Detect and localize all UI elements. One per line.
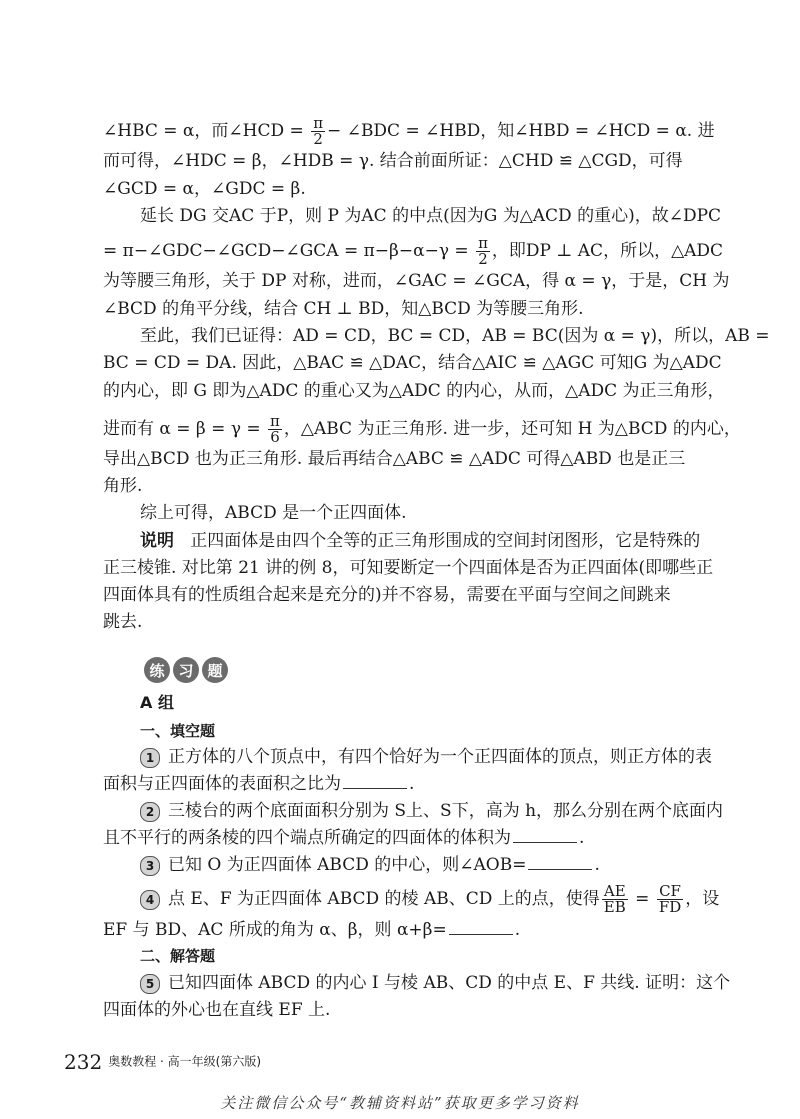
page-number: 232 [64, 1050, 103, 1074]
question-text: 正方体的八个顶点中，有四个恰好为一个正四面体的顶点，则正方体的表 [168, 747, 712, 767]
question-number-4: 4 [140, 890, 160, 910]
question-text: 已知四面体 ABCD 的内心 I 与棱 AB、CD 的中点 E、F 共线. 证明：这个 [168, 973, 731, 993]
question-number-3: 3 [140, 856, 160, 876]
question-number-5: 5 [140, 974, 160, 994]
question-5-line-1 [140, 973, 730, 994]
fraction-denominator: EB [603, 898, 626, 916]
proof-line-4: 延长 DG 交AC 于P，则 P 为AC 的中点(因为G 为△ACD 的重心)，故∠DPC [140, 206, 722, 226]
equals-sign: = [629, 889, 655, 909]
fraction-numerator: AE [602, 884, 628, 900]
question-1-line-1 [140, 747, 730, 768]
question-1-line-2: 面积与正四面体的表面积之比为 . [103, 774, 415, 794]
group-label: A 组 [140, 693, 174, 712]
question-3-line-1: 3 已知 O 为正四面体 ABCD 的中心，则∠AOB= . [140, 855, 730, 876]
question-number-2: 2 [140, 802, 160, 822]
section-solve: 二、解答题 [140, 947, 216, 965]
fraction-denominator: 2 [313, 130, 323, 148]
note-text: 正四面体是由四个全等的正三角形围成的空间封闭图形，它是特殊的 [190, 531, 701, 551]
note-line-4: 跳去. [103, 612, 143, 632]
fraction-denominator: 2 [478, 250, 488, 268]
fraction-numerator: π [313, 114, 324, 132]
fraction [268, 414, 282, 445]
question-text: 且不平行的两条棱的四个端点所确定的四面体的体积为 [103, 828, 511, 848]
question-5-line-2: 四面体的外心也在直线 EF 上. [103, 1000, 331, 1020]
fraction-denominator: 6 [270, 428, 280, 446]
exercise-badge-2: 习 [173, 657, 199, 683]
fraction [476, 236, 490, 267]
proof-text: − ∠BDC = ∠HBD，知∠HBD = ∠HCD = α. 进 [327, 121, 715, 141]
question-text: ，设 [685, 889, 720, 909]
answer-blank [528, 855, 592, 870]
proof-line-11 [103, 412, 741, 446]
proof-line-7: ∠BCD 的角平分线，结合 CH ⊥ BD，知△BCD 为等腰三角形. [103, 299, 584, 319]
fraction-denominator: FD [658, 898, 682, 916]
answer-blank [513, 828, 577, 843]
handwritten-watermark: 关注微信公众号“教辅资料站”获取更多学习资料 [220, 1094, 580, 1112]
fraction-numerator: π [270, 412, 280, 430]
question-4-line-1 [140, 884, 730, 915]
proof-line-10: 的内心，即 G 即为△ADC 的重心又为△ADC 的内心，从而，△ADC 为正三角形， [103, 381, 725, 401]
question-number-1: 1 [140, 748, 160, 768]
question-text: EF 与 BD、AC 所成的角为 α、β，则 α+β= [103, 920, 447, 940]
proof-line-9: BC = CD = DA. 因此，△BAC ≌ △DAC，结合△AIC ≌ △AGC 可知G 为△ADC [103, 353, 722, 373]
question-text: 点 E、F 为正四面体 ABCD 的棱 AB、CD 上的点，使得 [168, 889, 600, 909]
proof-line-2: 而可得，∠HDC = β，∠HDB = γ. 结合前面所证：△CHD ≌ △CGD，可得 [103, 151, 683, 171]
question-text: 面积与正四面体的表面积之比为 [103, 774, 341, 794]
proof-line-13: 角形. [103, 476, 143, 496]
question-2-line-1 [140, 801, 730, 822]
proof-line-8: 至此，我们已证得：AD = CD，BC = CD，AB = BC(因为 α = γ)，所以，AB = [140, 326, 770, 346]
fraction-cf-fd [657, 884, 683, 915]
proof-line-3: ∠GCD = α，∠GDC = β. [103, 179, 306, 199]
question-4-line-2: EF 与 BD、AC 所成的角为 α、β，则 α+β= . [103, 920, 521, 940]
proof-line-6: 为等腰三角形，关于 DP 对称，进而，∠GAC = ∠GCA，得 α = γ，于是，CH 为 [103, 271, 730, 291]
fraction-ae-eb [602, 884, 628, 915]
proof-text: ，即DP ⊥ AC，所以，△ADC [491, 241, 724, 261]
proof-line-5 [103, 234, 724, 268]
proof-line-14: 综上可得，ABCD 是一个正四面体. [140, 503, 407, 523]
fraction-numerator: π [478, 234, 488, 252]
section-fill-in: 一、填空题 [140, 722, 216, 740]
proof-line-1 [103, 114, 715, 148]
answer-blank [343, 774, 407, 789]
question-2-line-2: 且不平行的两条棱的四个端点所确定的四面体的体积为 . [103, 828, 585, 848]
note-line-2: 正三棱锥. 对比第 21 讲的例 8，可知要断定一个四面体是否为正四面体(即哪些正 [103, 558, 714, 578]
proof-text: ，△ABC 为正三角形. 进一步，还可知 H 为△BCD 的内心， [283, 419, 741, 439]
proof-text: = π−∠GDC−∠GCD−∠GCA = π−β−α−γ = [103, 241, 475, 261]
proof-line-12: 导出△BCD 也为正三角形. 最后再结合△ABC ≌ △ADC 可得△ABD 也是正三 [103, 449, 686, 469]
book-title: 奥数教程 · 高一年级(第六版) [108, 1054, 261, 1069]
question-text: 三棱台的两个底面面积分别为 S上、S下，高为 h，那么分别在两个底面内 [168, 801, 724, 821]
page-footer [64, 1050, 261, 1074]
note-line-1 [140, 531, 730, 551]
fraction [311, 116, 325, 147]
answer-blank [449, 920, 513, 935]
exercise-badge-3: 题 [202, 657, 228, 683]
note-line-3: 四面体具有的性质组合起来是充分的)并不容易，需要在平面与空间之间跳来 [103, 585, 671, 605]
fraction-numerator: CF [657, 884, 683, 900]
proof-text: ∠HBC = α，而∠HCD = [103, 121, 310, 141]
exercise-badge-1: 练 [144, 657, 170, 683]
proof-text: 进而有 α = β = γ = [103, 419, 267, 439]
note-label: 说明 [140, 531, 174, 551]
question-text: 已知 O 为正四面体 ABCD 的中心，则∠AOB= [168, 855, 527, 875]
